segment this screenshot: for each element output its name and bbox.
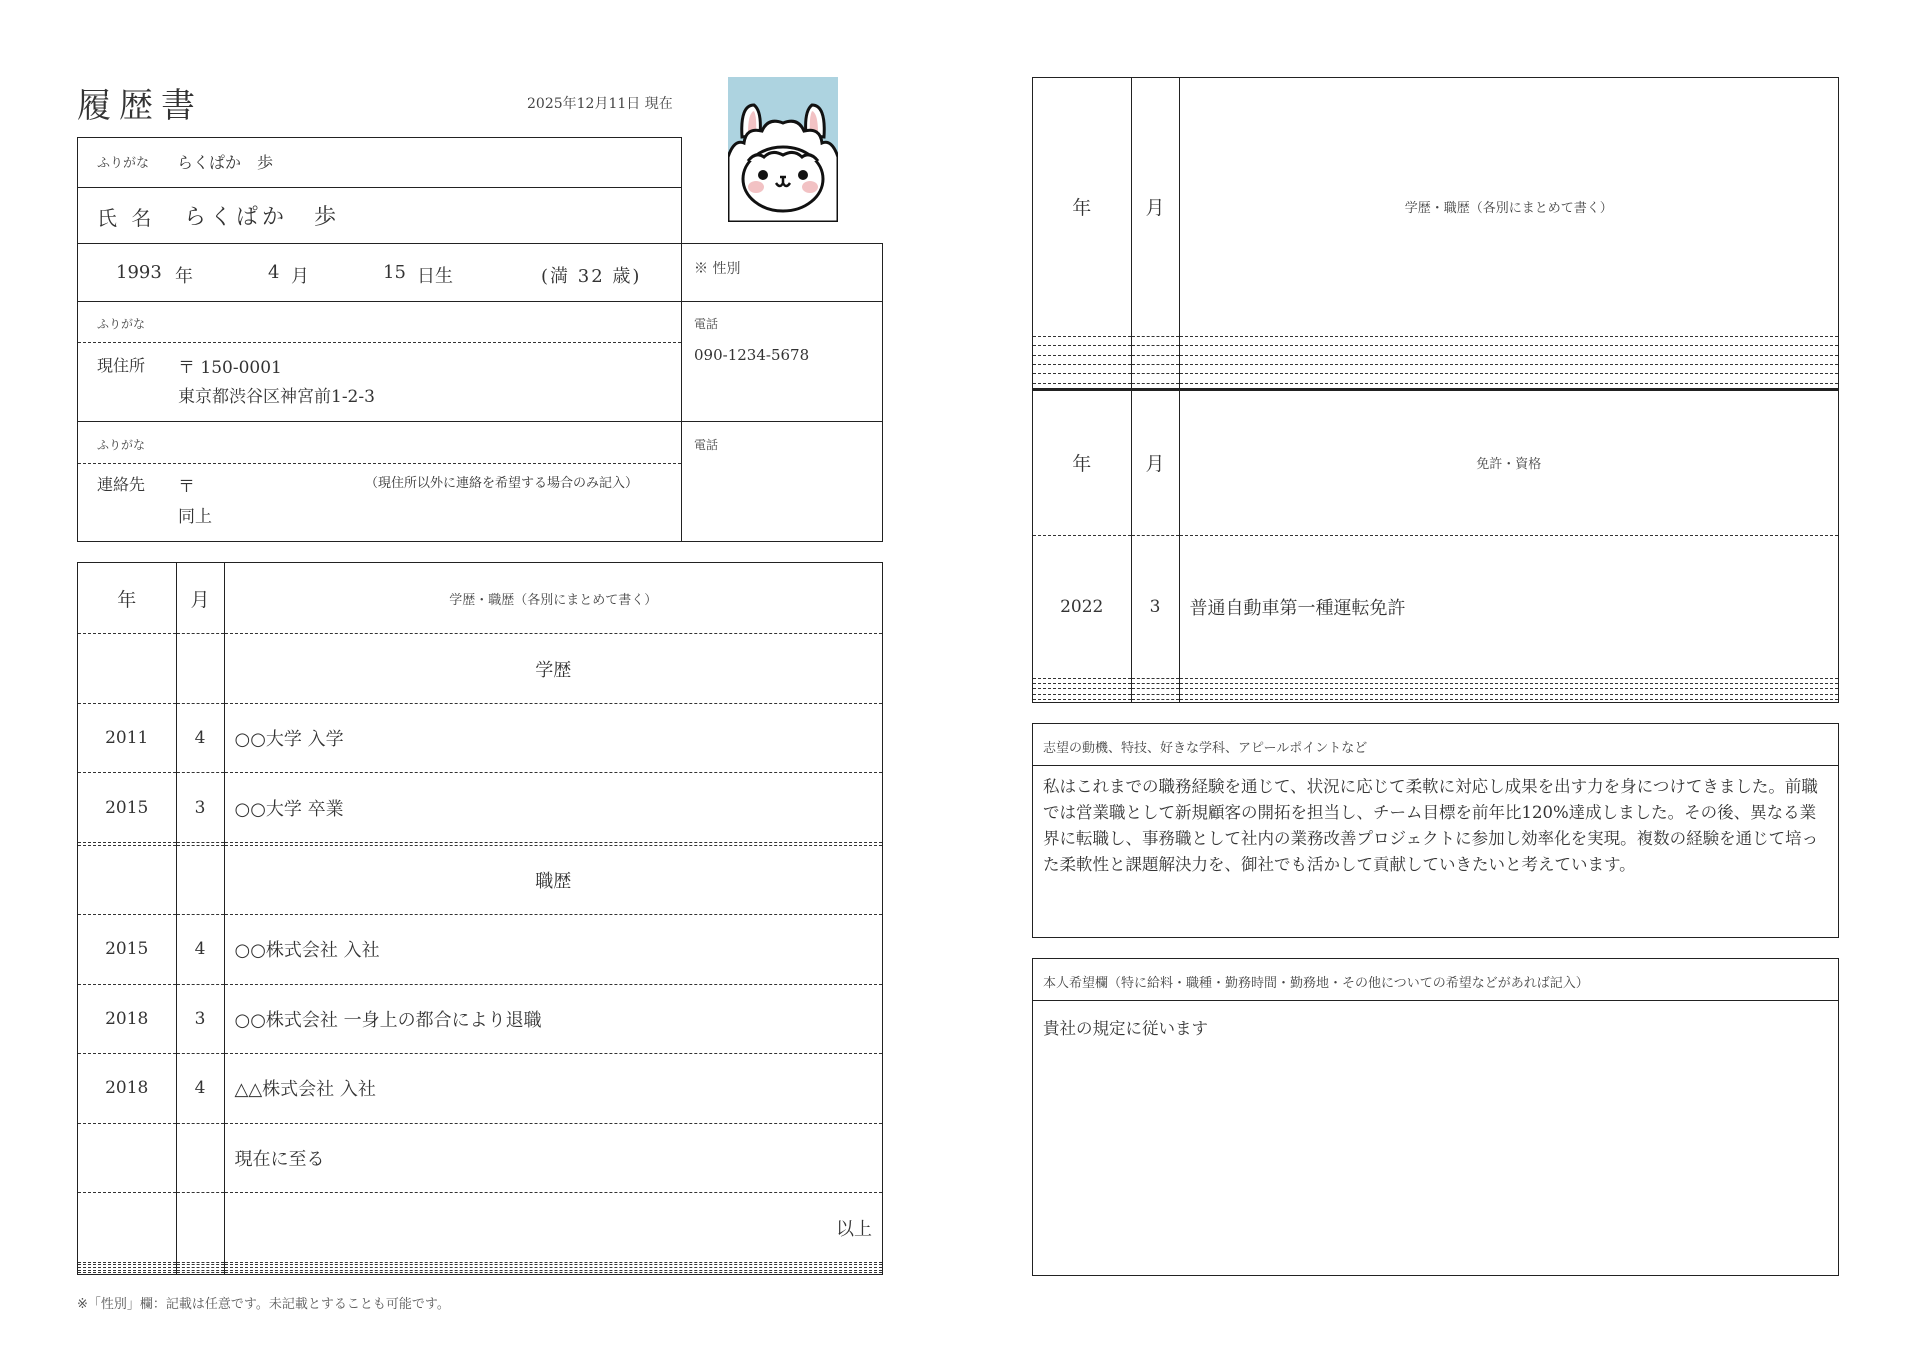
birthdate-cell — [78, 244, 682, 301]
birth-year-unit: 年 — [175, 266, 193, 287]
furigana-row — [78, 138, 681, 188]
age: (満 32 歳) — [541, 266, 642, 287]
birth-month-unit: 月 — [291, 266, 309, 287]
gender-footnote: ※「性別」欄：記載は任意です。未記載とすることも可能です。 — [77, 1297, 450, 1312]
row-content: △△株式会社 入社 — [224, 1054, 882, 1124]
row-content: 現在に至る — [224, 1123, 882, 1193]
row-year — [1033, 374, 1131, 383]
header-month: 月 — [176, 563, 224, 634]
row-year — [1033, 365, 1131, 374]
address-phone[interactable]: 090-1234-5678 — [694, 346, 810, 364]
contact-label: 連絡先 — [97, 475, 146, 494]
licenses-table-grid — [1033, 390, 1838, 702]
contact-line[interactable]: 同上 — [178, 507, 212, 527]
row-content: 職歴 — [224, 845, 882, 915]
row-month — [1131, 355, 1179, 364]
contact-postal[interactable]: 〒 — [178, 477, 195, 497]
header-month: 月 — [1131, 390, 1179, 535]
name-box — [77, 137, 682, 244]
table-row[interactable] — [1033, 365, 1838, 374]
row-month — [1131, 365, 1179, 374]
row-year — [1033, 699, 1131, 702]
birth-day-unit: 日生 — [417, 266, 453, 287]
table-row[interactable] — [1033, 699, 1838, 702]
name-value[interactable]: らくぱか 歩 — [184, 205, 341, 230]
row-month — [176, 1123, 224, 1193]
table-row[interactable] — [78, 1273, 882, 1274]
row-month: 4 — [176, 703, 224, 773]
address-postal[interactable]: 〒 150-0001 — [178, 358, 282, 378]
row-content: ○○株式会社 入社 — [224, 915, 882, 985]
table-row[interactable] — [78, 845, 882, 915]
row-month: 4 — [176, 1054, 224, 1124]
row-content: 学歴 — [224, 634, 882, 704]
table-row[interactable] — [78, 984, 882, 1054]
table-row[interactable] — [78, 703, 882, 773]
wishes-header — [1033, 959, 1838, 1001]
table-row[interactable] — [1033, 355, 1838, 364]
motivation-label: 志望の動機、特技、好きな学科、アピールポイントなど — [1043, 741, 1368, 756]
row-month: 3 — [176, 773, 224, 843]
table-row[interactable] — [1033, 383, 1838, 388]
row-content — [1179, 336, 1838, 345]
wishes-box — [1032, 958, 1839, 1276]
address-phone-label: 電話 — [694, 317, 719, 331]
row-year — [78, 1123, 176, 1193]
row-year — [1033, 336, 1131, 345]
row-content — [1179, 383, 1838, 388]
address-cell — [78, 301, 682, 421]
row-month — [176, 1193, 224, 1263]
row-content: ○○大学 入学 — [224, 703, 882, 773]
alpaca-portrait-icon — [728, 77, 838, 222]
row-year: 2015 — [78, 915, 176, 985]
contact-furigana-row — [78, 422, 681, 464]
address-furigana-row — [78, 301, 681, 343]
row-month: 3 — [176, 984, 224, 1054]
table-row[interactable] — [78, 1054, 882, 1124]
address-line[interactable]: 東京都渋谷区神宮前1-2-3 — [178, 387, 375, 407]
table-row[interactable] — [78, 915, 882, 985]
row-year — [78, 845, 176, 915]
wishes-label: 本人希望欄（特に給料・職種・勤務時間・勤務地・その他についての希望などがあれば記入） — [1043, 976, 1589, 991]
contact-cell — [78, 422, 682, 541]
address-furigana-label: ふりがな — [97, 317, 146, 331]
header-year: 年 — [78, 563, 176, 634]
table-row[interactable] — [78, 773, 882, 843]
row-month — [1131, 346, 1179, 355]
row-month — [1131, 699, 1179, 702]
table-row[interactable] — [78, 1193, 882, 1263]
furigana-label: ふりがな — [97, 156, 150, 171]
gender-label: ※ 性別 — [694, 261, 741, 277]
row-content — [1179, 346, 1838, 355]
address-block — [77, 301, 883, 422]
table-row[interactable] — [78, 634, 882, 704]
motivation-box — [1032, 723, 1839, 938]
row-year — [78, 1193, 176, 1263]
document-title: 履歴書 — [77, 86, 203, 126]
row-content — [1179, 374, 1838, 383]
address-label: 現住所 — [97, 356, 146, 375]
photo — [728, 77, 838, 222]
table-header — [78, 563, 882, 634]
birth-month[interactable]: 4 — [268, 262, 280, 283]
row-year: 2022 — [1033, 535, 1131, 678]
row-content: ○○株式会社 一身上の都合により退職 — [224, 984, 882, 1054]
row-year: 2018 — [78, 984, 176, 1054]
table-row[interactable] — [1033, 374, 1838, 383]
row-year — [1033, 355, 1131, 364]
row-year: 2011 — [78, 703, 176, 773]
wishes-text[interactable]: 貴社の規定に従います — [1043, 1019, 1208, 1038]
row-year — [1033, 383, 1131, 388]
row-month — [1131, 336, 1179, 345]
table-row[interactable] — [1033, 336, 1838, 345]
full-name-row — [78, 188, 681, 244]
table-header — [1033, 390, 1838, 535]
row-year: 2015 — [78, 773, 176, 843]
row-month — [176, 1273, 224, 1274]
motivation-text[interactable]: 私はこれまでの職務経験を通じて、状況に応じて柔軟に対応し成果を出す力を身につけてきました。前職では営業職として新規顧客の開拓を担当し、チーム目標を前年比120%達成しました。その後、異なる業界に転職し、事務職として社内の業務改善プロジェクトに参加し効率化を実現。複数の経験を通じて培った柔軟性と課題解決力を、御社でも活かして貢献していきたいと考えています。 — [1043, 777, 1819, 874]
history-table-left-grid — [78, 563, 882, 1274]
row-content — [1179, 365, 1838, 374]
furigana-value[interactable]: らくぱか 歩 — [177, 153, 274, 172]
header-content: 学歴・職歴（各別にまとめて書く） — [224, 563, 882, 634]
header-content: 免許・資格 — [1179, 390, 1838, 535]
row-content — [1179, 355, 1838, 364]
row-month — [176, 845, 224, 915]
row-year — [78, 1273, 176, 1274]
row-month: 4 — [176, 915, 224, 985]
row-month — [176, 634, 224, 704]
row-content: ○○大学 卒業 — [224, 773, 882, 843]
birth-row — [77, 243, 883, 302]
contact-furigana-label: ふりがな — [97, 438, 146, 452]
table-row[interactable] — [1033, 535, 1838, 678]
header-month: 月 — [1131, 78, 1179, 336]
header-year: 年 — [1033, 78, 1131, 336]
contact-block — [77, 421, 883, 542]
contact-note: （現住所以外に連絡を希望する場合のみ記入） — [365, 476, 639, 491]
as-of-date: 2025年12月11日 現在 — [527, 96, 673, 112]
name-label: 氏 名 — [97, 206, 156, 230]
table-header — [1033, 78, 1838, 336]
birth-day[interactable]: 15 — [383, 262, 406, 283]
row-year — [1033, 346, 1131, 355]
row-content — [1179, 699, 1838, 702]
table-row[interactable] — [78, 1123, 882, 1193]
row-month: 3 — [1131, 535, 1179, 678]
header-content: 学歴・職歴（各別にまとめて書く） — [1179, 78, 1838, 336]
row-year — [78, 634, 176, 704]
row-month — [1131, 374, 1179, 383]
contact-phone-label: 電話 — [694, 438, 719, 452]
row-year: 2018 — [78, 1054, 176, 1124]
birth-year[interactable]: 1993 — [116, 262, 162, 283]
licenses-table — [1032, 390, 1839, 703]
table-row[interactable] — [1033, 346, 1838, 355]
row-content: 以上 — [224, 1193, 882, 1263]
history-table-right-grid — [1033, 78, 1838, 388]
motivation-header — [1033, 724, 1838, 766]
row-content: 普通自動車第一種運転免許 — [1179, 535, 1838, 678]
history-table-right — [1032, 77, 1839, 391]
history-table-left — [77, 562, 883, 1275]
row-month — [1131, 383, 1179, 388]
header-year: 年 — [1033, 390, 1131, 535]
row-content — [224, 1273, 882, 1274]
